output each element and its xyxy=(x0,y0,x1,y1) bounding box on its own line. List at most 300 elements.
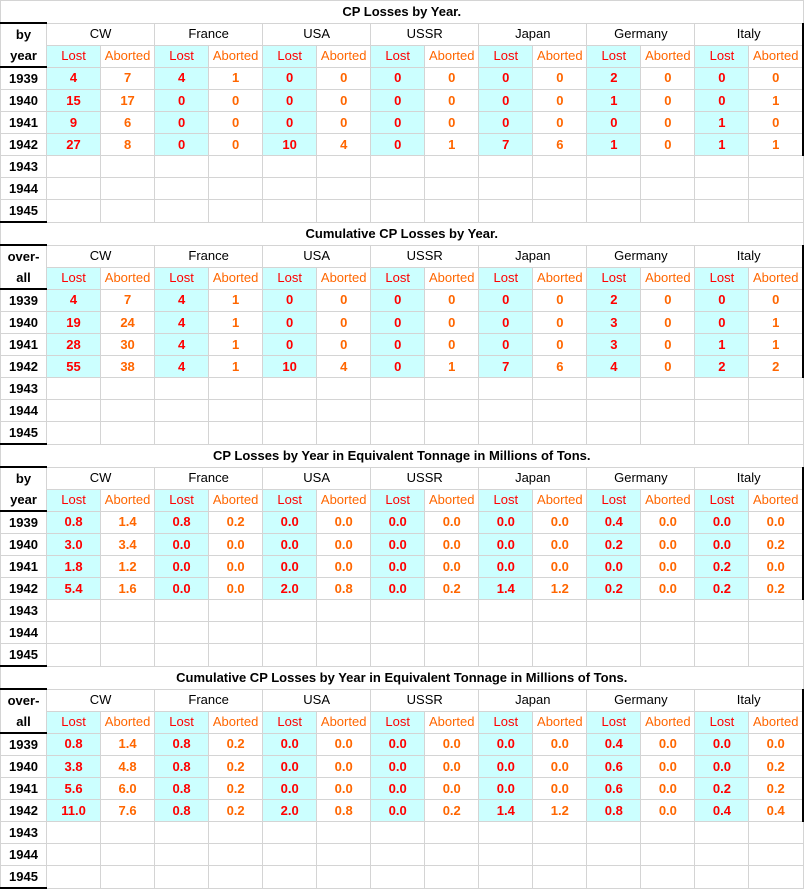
empty-cell xyxy=(425,866,479,889)
empty-cell xyxy=(263,622,317,644)
aborted-value-cell: 0.0 xyxy=(533,556,587,578)
aborted-value-cell: 1.2 xyxy=(533,578,587,600)
empty-cell xyxy=(47,422,101,445)
empty-cell xyxy=(209,400,263,422)
lost-header: Lost xyxy=(155,45,209,67)
corner-label-bottom: all xyxy=(1,711,47,733)
nation-header: France xyxy=(155,23,263,45)
empty-cell xyxy=(695,378,749,400)
aborted-value-cell: 0.0 xyxy=(749,556,803,578)
lost-value-cell: 0.0 xyxy=(587,556,641,578)
empty-cell xyxy=(641,622,695,644)
lost-value-cell: 10 xyxy=(263,356,317,378)
year-row xyxy=(1,90,804,112)
aborted-value-cell: 1 xyxy=(749,312,803,334)
lost-value-cell: 0.2 xyxy=(587,534,641,556)
aborted-value-cell: 6 xyxy=(533,356,587,378)
aborted-value-cell: 1 xyxy=(209,356,263,378)
empty-cell xyxy=(155,844,209,866)
aborted-header: Aborted xyxy=(749,45,803,67)
lost-value-cell: 0 xyxy=(479,289,533,312)
empty-cell xyxy=(263,644,317,667)
nation-header: Germany xyxy=(587,689,695,711)
empty-cell xyxy=(317,644,371,667)
aborted-header: Aborted xyxy=(209,711,263,733)
aborted-value-cell: 38 xyxy=(101,356,155,378)
lost-value-cell: 4 xyxy=(155,67,209,90)
empty-cell xyxy=(749,600,803,622)
empty-cell xyxy=(101,844,155,866)
aborted-value-cell: 0 xyxy=(209,112,263,134)
lost-value-cell: 0 xyxy=(371,312,425,334)
lost-value-cell: 0.8 xyxy=(155,778,209,800)
lost-value-cell: 4 xyxy=(47,67,101,90)
aborted-value-cell: 0.0 xyxy=(317,756,371,778)
aborted-value-cell: 0 xyxy=(641,134,695,156)
empty-cell xyxy=(587,844,641,866)
empty-cell xyxy=(587,400,641,422)
nation-header: USA xyxy=(263,467,371,489)
year-label: 1942 xyxy=(1,356,47,378)
nation-header: CW xyxy=(47,245,155,267)
corner-label-top: by xyxy=(1,23,47,45)
aborted-value-cell: 17 xyxy=(101,90,155,112)
empty-cell xyxy=(587,156,641,178)
lost-value-cell: 1.4 xyxy=(479,578,533,600)
year-row xyxy=(1,400,804,422)
year-label: 1944 xyxy=(1,400,47,422)
empty-cell xyxy=(587,200,641,223)
lost-value-cell: 0.8 xyxy=(155,733,209,756)
year-row xyxy=(1,178,804,200)
empty-cell xyxy=(641,178,695,200)
aborted-value-cell: 3.4 xyxy=(101,534,155,556)
lost-value-cell: 0 xyxy=(479,112,533,134)
year-label: 1941 xyxy=(1,334,47,356)
empty-cell xyxy=(533,600,587,622)
aborted-value-cell: 0.0 xyxy=(209,534,263,556)
empty-cell xyxy=(425,644,479,667)
lost-value-cell: 0.2 xyxy=(587,578,641,600)
year-label: 1939 xyxy=(1,733,47,756)
lost-value-cell: 0 xyxy=(371,289,425,312)
empty-cell xyxy=(695,600,749,622)
lost-value-cell: 4 xyxy=(155,334,209,356)
lost-value-cell: 5.4 xyxy=(47,578,101,600)
lost-header: Lost xyxy=(47,267,101,289)
lost-value-cell: 0.0 xyxy=(479,511,533,534)
aborted-header: Aborted xyxy=(317,489,371,511)
aborted-value-cell: 0 xyxy=(641,67,695,90)
empty-cell xyxy=(317,378,371,400)
aborted-value-cell: 7 xyxy=(101,67,155,90)
aborted-header: Aborted xyxy=(425,267,479,289)
year-label: 1945 xyxy=(1,644,47,667)
aborted-value-cell: 0.0 xyxy=(641,733,695,756)
year-label: 1941 xyxy=(1,778,47,800)
nation-header: CW xyxy=(47,467,155,489)
aborted-value-cell: 0.2 xyxy=(209,756,263,778)
empty-cell xyxy=(155,822,209,844)
empty-cell xyxy=(101,644,155,667)
empty-cell xyxy=(47,378,101,400)
lost-value-cell: 0 xyxy=(371,334,425,356)
lost-value-cell: 10 xyxy=(263,134,317,156)
empty-cell xyxy=(371,178,425,200)
year-row xyxy=(1,511,804,534)
aborted-value-cell: 2 xyxy=(749,356,803,378)
aborted-value-cell: 1 xyxy=(749,334,803,356)
aborted-value-cell: 0.0 xyxy=(317,556,371,578)
empty-cell xyxy=(533,844,587,866)
lost-header: Lost xyxy=(695,267,749,289)
aborted-value-cell: 0.0 xyxy=(425,733,479,756)
section-title: CP Losses by Year in Equivalent Tonnage in Millions of Tons. xyxy=(1,444,804,467)
year-label: 1943 xyxy=(1,378,47,400)
aborted-value-cell: 0.0 xyxy=(641,778,695,800)
empty-cell xyxy=(587,178,641,200)
empty-cell xyxy=(425,156,479,178)
year-row xyxy=(1,534,804,556)
aborted-value-cell: 0.0 xyxy=(641,756,695,778)
year-label: 1941 xyxy=(1,112,47,134)
empty-cell xyxy=(209,422,263,445)
aborted-value-cell: 0.0 xyxy=(749,511,803,534)
aborted-value-cell: 4 xyxy=(317,356,371,378)
aborted-value-cell: 1.2 xyxy=(533,800,587,822)
year-row xyxy=(1,556,804,578)
sub-header-row xyxy=(1,711,804,733)
lost-value-cell: 0 xyxy=(371,134,425,156)
lost-value-cell: 0.0 xyxy=(695,756,749,778)
empty-cell xyxy=(47,178,101,200)
empty-cell xyxy=(155,600,209,622)
lost-value-cell: 3 xyxy=(587,312,641,334)
lost-header: Lost xyxy=(587,711,641,733)
year-row xyxy=(1,289,804,312)
empty-cell xyxy=(749,622,803,644)
empty-cell xyxy=(749,644,803,667)
empty-cell xyxy=(209,178,263,200)
aborted-value-cell: 0 xyxy=(641,289,695,312)
aborted-value-cell: 0 xyxy=(749,112,803,134)
empty-cell xyxy=(479,866,533,889)
lost-header: Lost xyxy=(263,489,317,511)
empty-cell xyxy=(533,866,587,889)
lost-value-cell: 0 xyxy=(263,112,317,134)
corner-label-bottom: year xyxy=(1,45,47,67)
empty-cell xyxy=(155,400,209,422)
aborted-value-cell: 8 xyxy=(101,134,155,156)
empty-cell xyxy=(641,822,695,844)
nation-header: Japan xyxy=(479,689,587,711)
lost-header: Lost xyxy=(371,45,425,67)
aborted-header: Aborted xyxy=(533,489,587,511)
aborted-value-cell: 0.0 xyxy=(425,756,479,778)
year-label: 1939 xyxy=(1,67,47,90)
aborted-value-cell: 0 xyxy=(533,112,587,134)
year-row xyxy=(1,844,804,866)
lost-value-cell: 4 xyxy=(587,356,641,378)
lost-value-cell: 3.0 xyxy=(47,534,101,556)
aborted-value-cell: 1 xyxy=(749,90,803,112)
empty-cell xyxy=(371,644,425,667)
lost-value-cell: 0 xyxy=(587,112,641,134)
lost-value-cell: 0.8 xyxy=(155,756,209,778)
aborted-value-cell: 0 xyxy=(641,356,695,378)
aborted-value-cell: 0.0 xyxy=(317,511,371,534)
empty-cell xyxy=(317,200,371,223)
empty-cell xyxy=(263,378,317,400)
lost-header: Lost xyxy=(479,489,533,511)
empty-cell xyxy=(749,822,803,844)
lost-value-cell: 0 xyxy=(479,67,533,90)
aborted-value-cell: 0.0 xyxy=(317,778,371,800)
year-row xyxy=(1,866,804,889)
lost-header: Lost xyxy=(587,489,641,511)
aborted-header: Aborted xyxy=(317,711,371,733)
year-label: 1944 xyxy=(1,178,47,200)
empty-cell xyxy=(641,866,695,889)
section-title: Cumulative CP Losses by Year. xyxy=(1,222,804,245)
aborted-value-cell: 0 xyxy=(317,312,371,334)
lost-header: Lost xyxy=(479,267,533,289)
aborted-value-cell: 6 xyxy=(101,112,155,134)
year-label: 1941 xyxy=(1,556,47,578)
year-label: 1945 xyxy=(1,200,47,223)
lost-header: Lost xyxy=(155,489,209,511)
aborted-value-cell: 0.2 xyxy=(749,778,803,800)
year-row xyxy=(1,156,804,178)
aborted-value-cell: 7.6 xyxy=(101,800,155,822)
lost-value-cell: 0.0 xyxy=(479,556,533,578)
lost-value-cell: 1 xyxy=(695,112,749,134)
aborted-value-cell: 0 xyxy=(533,67,587,90)
year-label: 1944 xyxy=(1,622,47,644)
aborted-header: Aborted xyxy=(749,489,803,511)
empty-cell xyxy=(371,400,425,422)
lost-value-cell: 0 xyxy=(479,90,533,112)
empty-cell xyxy=(479,378,533,400)
aborted-value-cell: 0 xyxy=(641,334,695,356)
lost-value-cell: 1.4 xyxy=(479,800,533,822)
empty-cell xyxy=(749,422,803,445)
nation-header: Japan xyxy=(479,23,587,45)
lost-value-cell: 2.0 xyxy=(263,800,317,822)
year-label: 1943 xyxy=(1,600,47,622)
lost-value-cell: 0 xyxy=(263,67,317,90)
year-label: 1945 xyxy=(1,422,47,445)
aborted-value-cell: 0.0 xyxy=(425,778,479,800)
lost-header: Lost xyxy=(371,489,425,511)
empty-cell xyxy=(263,866,317,889)
section-title-row xyxy=(1,222,804,245)
aborted-header: Aborted xyxy=(749,267,803,289)
aborted-value-cell: 1.2 xyxy=(101,556,155,578)
aborted-value-cell: 4.8 xyxy=(101,756,155,778)
empty-cell xyxy=(371,822,425,844)
empty-cell xyxy=(209,600,263,622)
aborted-value-cell: 0.0 xyxy=(209,556,263,578)
lost-value-cell: 0.0 xyxy=(371,800,425,822)
empty-cell xyxy=(101,600,155,622)
aborted-value-cell: 1 xyxy=(209,67,263,90)
aborted-header: Aborted xyxy=(209,489,263,511)
lost-value-cell: 0.0 xyxy=(371,578,425,600)
lost-header: Lost xyxy=(695,711,749,733)
lost-header: Lost xyxy=(263,711,317,733)
empty-cell xyxy=(371,622,425,644)
lost-header: Lost xyxy=(155,711,209,733)
year-row xyxy=(1,756,804,778)
year-row xyxy=(1,312,804,334)
year-label: 1942 xyxy=(1,578,47,600)
empty-cell xyxy=(209,822,263,844)
aborted-header: Aborted xyxy=(425,489,479,511)
empty-cell xyxy=(749,178,803,200)
empty-cell xyxy=(587,866,641,889)
empty-cell xyxy=(641,400,695,422)
empty-cell xyxy=(371,378,425,400)
empty-cell xyxy=(209,866,263,889)
lost-value-cell: 0.2 xyxy=(695,578,749,600)
lost-header: Lost xyxy=(263,45,317,67)
lost-value-cell: 0 xyxy=(155,134,209,156)
aborted-value-cell: 0.0 xyxy=(533,511,587,534)
empty-cell xyxy=(425,622,479,644)
aborted-value-cell: 1 xyxy=(425,356,479,378)
nation-header: USSR xyxy=(371,689,479,711)
lost-value-cell: 0.0 xyxy=(371,556,425,578)
empty-cell xyxy=(587,378,641,400)
lost-header: Lost xyxy=(371,711,425,733)
empty-cell xyxy=(641,156,695,178)
section-title-row xyxy=(1,666,804,689)
year-label: 1940 xyxy=(1,90,47,112)
empty-cell xyxy=(155,378,209,400)
nation-header: Japan xyxy=(479,245,587,267)
aborted-value-cell: 0 xyxy=(533,312,587,334)
lost-value-cell: 0 xyxy=(695,90,749,112)
aborted-value-cell: 0.2 xyxy=(209,800,263,822)
lost-value-cell: 0 xyxy=(371,67,425,90)
section-title-row xyxy=(1,1,804,24)
lost-value-cell: 2 xyxy=(587,67,641,90)
lost-value-cell: 0 xyxy=(263,90,317,112)
aborted-value-cell: 0 xyxy=(425,289,479,312)
empty-cell xyxy=(155,644,209,667)
aborted-value-cell: 0 xyxy=(317,289,371,312)
empty-cell xyxy=(587,600,641,622)
lost-header: Lost xyxy=(695,45,749,67)
empty-cell xyxy=(47,644,101,667)
year-row xyxy=(1,200,804,223)
lost-value-cell: 15 xyxy=(47,90,101,112)
empty-cell xyxy=(47,200,101,223)
empty-cell xyxy=(371,600,425,622)
aborted-value-cell: 0 xyxy=(641,112,695,134)
lost-value-cell: 0.8 xyxy=(155,511,209,534)
aborted-value-cell: 0 xyxy=(533,90,587,112)
lost-value-cell: 0.0 xyxy=(479,756,533,778)
lost-value-cell: 4 xyxy=(155,356,209,378)
lost-value-cell: 0.0 xyxy=(371,756,425,778)
aborted-header: Aborted xyxy=(749,711,803,733)
section-title-row xyxy=(1,444,804,467)
year-label: 1944 xyxy=(1,844,47,866)
empty-cell xyxy=(425,200,479,223)
corner-label-top: by xyxy=(1,467,47,489)
empty-cell xyxy=(695,844,749,866)
corner-label-bottom: all xyxy=(1,267,47,289)
nation-header: USSR xyxy=(371,245,479,267)
section-title: Cumulative CP Losses by Year in Equivalent Tonnage in Millions of Tons. xyxy=(1,666,804,689)
aborted-value-cell: 1 xyxy=(749,134,803,156)
aborted-value-cell: 0 xyxy=(317,90,371,112)
year-row xyxy=(1,356,804,378)
lost-value-cell: 0.0 xyxy=(695,534,749,556)
sub-header-row xyxy=(1,45,804,67)
empty-cell xyxy=(47,156,101,178)
aborted-header: Aborted xyxy=(101,711,155,733)
year-row xyxy=(1,578,804,600)
empty-cell xyxy=(479,200,533,223)
lost-value-cell: 0.0 xyxy=(263,511,317,534)
empty-cell xyxy=(101,822,155,844)
empty-cell xyxy=(479,622,533,644)
empty-cell xyxy=(263,844,317,866)
empty-cell xyxy=(695,866,749,889)
lost-value-cell: 0.0 xyxy=(155,578,209,600)
aborted-value-cell: 0.8 xyxy=(317,800,371,822)
nation-header: Japan xyxy=(479,467,587,489)
empty-cell xyxy=(263,822,317,844)
aborted-header: Aborted xyxy=(641,267,695,289)
lost-value-cell: 0.0 xyxy=(371,534,425,556)
empty-cell xyxy=(641,644,695,667)
empty-cell xyxy=(317,400,371,422)
aborted-value-cell: 0 xyxy=(533,289,587,312)
aborted-value-cell: 0.8 xyxy=(317,578,371,600)
empty-cell xyxy=(263,156,317,178)
nation-header: USA xyxy=(263,245,371,267)
lost-value-cell: 7 xyxy=(479,356,533,378)
year-label: 1940 xyxy=(1,534,47,556)
empty-cell xyxy=(47,866,101,889)
empty-cell xyxy=(101,378,155,400)
sub-header-row xyxy=(1,267,804,289)
aborted-value-cell: 1 xyxy=(209,312,263,334)
empty-cell xyxy=(479,822,533,844)
year-label: 1943 xyxy=(1,822,47,844)
nation-header-row xyxy=(1,245,804,267)
aborted-value-cell: 0.0 xyxy=(317,534,371,556)
year-label: 1943 xyxy=(1,156,47,178)
year-row xyxy=(1,112,804,134)
lost-value-cell: 2 xyxy=(695,356,749,378)
lost-value-cell: 0 xyxy=(155,112,209,134)
lost-value-cell: 0 xyxy=(695,67,749,90)
aborted-header: Aborted xyxy=(533,711,587,733)
year-row xyxy=(1,334,804,356)
lost-value-cell: 0 xyxy=(371,356,425,378)
lost-header: Lost xyxy=(371,267,425,289)
lost-header: Lost xyxy=(47,489,101,511)
lost-value-cell: 0.4 xyxy=(587,511,641,534)
lost-value-cell: 19 xyxy=(47,312,101,334)
lost-value-cell: 1.8 xyxy=(47,556,101,578)
aborted-value-cell: 0 xyxy=(425,334,479,356)
